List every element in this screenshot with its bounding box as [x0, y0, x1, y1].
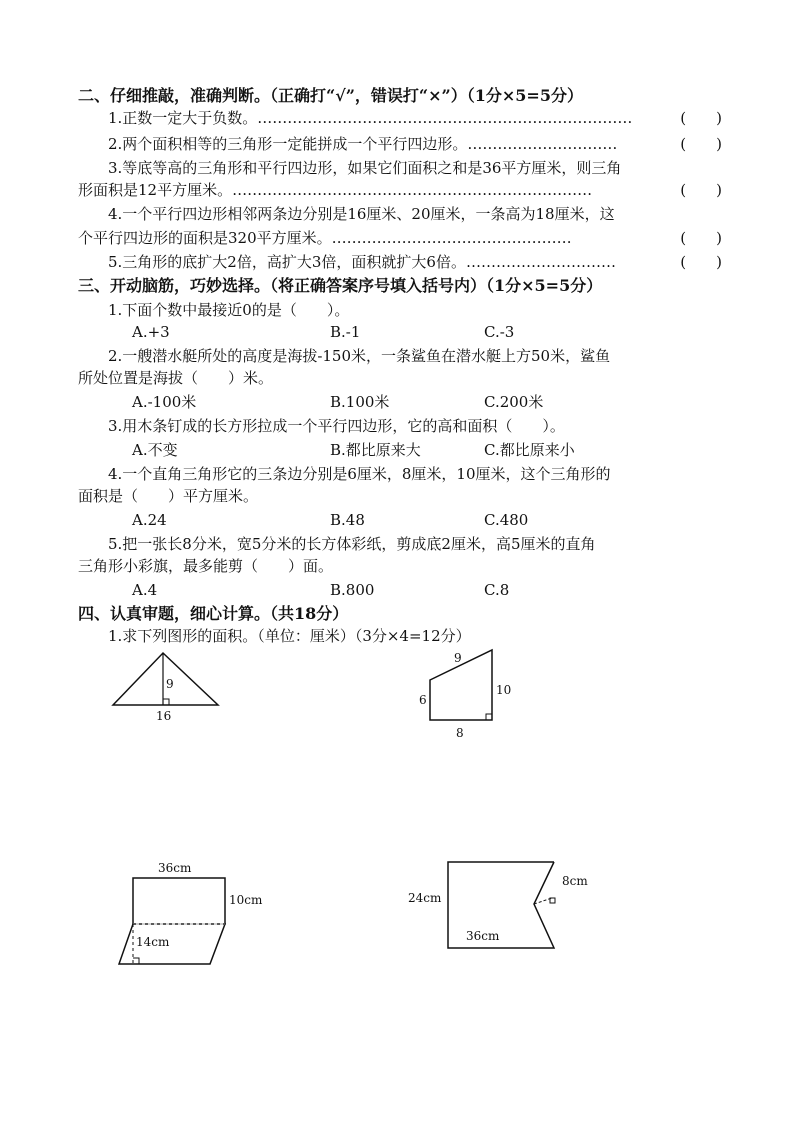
choice-q2-b[interactable]: B.100米	[330, 393, 390, 411]
judge-item-3-line2	[78, 180, 728, 200]
judge-item-4-line1: 4.一个平行四边形相邻两条边分别是16厘米、20厘米，一条高为18厘米，这	[108, 205, 615, 223]
choice-q5-c[interactable]: C.8	[484, 581, 510, 599]
choice-q4-b[interactable]: B.48	[330, 511, 365, 529]
right-angle-mark	[163, 699, 169, 705]
answer-paren[interactable]: ( )	[680, 229, 722, 247]
choice-q3-b[interactable]: B.都比原来大	[330, 441, 421, 459]
composite-figure	[118, 852, 288, 970]
notched-left-label: 24cm	[408, 891, 442, 905]
section2-header: 二、仔细推敲，准确判断。（正确打“√”，错误打“×”）（1分×5=5分）	[78, 86, 583, 105]
answer-paren[interactable]: ( )	[680, 253, 722, 271]
trapezoid-top-label: 9	[454, 651, 462, 665]
choice-q1-c[interactable]: C.-3	[484, 323, 515, 341]
choice-q1: 1.下面个数中最接近0的是（ ）。	[108, 301, 350, 319]
choice-q3-a[interactable]: A.不变	[132, 441, 178, 459]
choice-q5-line2: 三角形小彩旗，最多能剪（ ）面。	[78, 557, 334, 575]
answer-paren[interactable]: ( )	[680, 135, 722, 153]
composite-rectangle	[133, 878, 225, 924]
right-angle-mark	[486, 714, 492, 720]
choice-q5-line1: 5.把一张长8分米，宽5分米的长方体彩纸，剪成底2厘米，高5厘米的直角	[108, 535, 596, 553]
choice-q4-line2: 面积是（ ）平方厘米。	[78, 487, 259, 505]
composite-height-label: 14cm	[136, 935, 170, 949]
judge-item-5-text: 5.三角形的底扩大2倍，高扩大3倍，面积就扩大6倍。…………………………	[108, 253, 616, 271]
choice-q1-b[interactable]: B.-1	[330, 323, 361, 341]
triangle-base-label: 16	[156, 709, 172, 723]
trapezoid-right-label: 10	[496, 683, 512, 697]
judge-item-5	[108, 252, 728, 272]
composite-top-label: 36cm	[158, 861, 192, 875]
notched-figure	[404, 856, 614, 956]
choice-q2-c[interactable]: C.200米	[484, 393, 544, 411]
section4-header: 四、认真审题，细心计算。（共18分）	[78, 604, 349, 623]
choice-q5-a[interactable]: A.4	[132, 581, 158, 599]
calc-q1: 1.求下列图形的面积。（单位：厘米）（3分×4=12分）	[108, 627, 471, 645]
answer-paren[interactable]: ( )	[680, 109, 722, 127]
notched-bottom-label: 36cm	[466, 929, 500, 943]
triangle-height-label: 9	[166, 677, 174, 691]
notched-notch-label: 8cm	[562, 874, 588, 888]
choice-q3-c[interactable]: C.都比原来小	[484, 441, 575, 459]
notched-shape	[448, 862, 554, 948]
choice-q2-line2: 所处位置是海拔（ ）米。	[78, 369, 274, 387]
answer-paren[interactable]: ( )	[680, 181, 722, 199]
choice-q5-b[interactable]: B.800	[330, 581, 375, 599]
judge-item-3-text: 形面积是12平方厘米。………………………………………………………………	[78, 181, 593, 199]
trapezoid-figure	[412, 644, 522, 744]
composite-right-label: 10cm	[229, 893, 263, 907]
judge-item-1-text: 1.正数一定大于负数。…………………………………………………………………	[108, 109, 633, 127]
choice-q2-a[interactable]: A.-100米	[132, 393, 197, 411]
trapezoid-bottom-label: 8	[456, 726, 464, 740]
judge-item-2-text: 2.两个面积相等的三角形一定能拼成一个平行四边形。…………………………	[108, 135, 618, 153]
judge-item-1	[108, 108, 728, 128]
choice-q2-line1: 2.一艘潜水艇所处的高度是海拔-150米，一条鲨鱼在潜水艇上方50米，鲨鱼	[108, 347, 611, 365]
section3-header: 三、开动脑筋，巧妙选择。（将正确答案序号填入括号内）（1分×5=5分）	[78, 276, 603, 295]
trapezoid-left-label: 6	[419, 693, 427, 707]
choice-q3: 3.用木条钉成的长方形拉成一个平行四边形，它的高和面积（ ）。	[108, 417, 565, 435]
choice-q4-c[interactable]: C.480	[484, 511, 529, 529]
judge-item-3-line1: 3.等底等高的三角形和平行四边形，如果它们面积之和是36平方厘米，则三角	[108, 159, 622, 177]
judge-item-4-text: 个平行四边形的面积是320平方厘米。…………………………………………	[78, 229, 572, 247]
judge-item-2	[108, 134, 728, 154]
choice-q1-a[interactable]: A.+3	[132, 323, 170, 341]
choice-q4-line1: 4.一个直角三角形它的三条边分别是6厘米，8厘米，10厘米，这个三角形的	[108, 465, 611, 483]
judge-item-4-line2	[78, 228, 728, 248]
triangle-figure	[108, 650, 228, 730]
choice-q4-a[interactable]: A.24	[132, 511, 167, 529]
right-angle-mark	[133, 958, 139, 964]
